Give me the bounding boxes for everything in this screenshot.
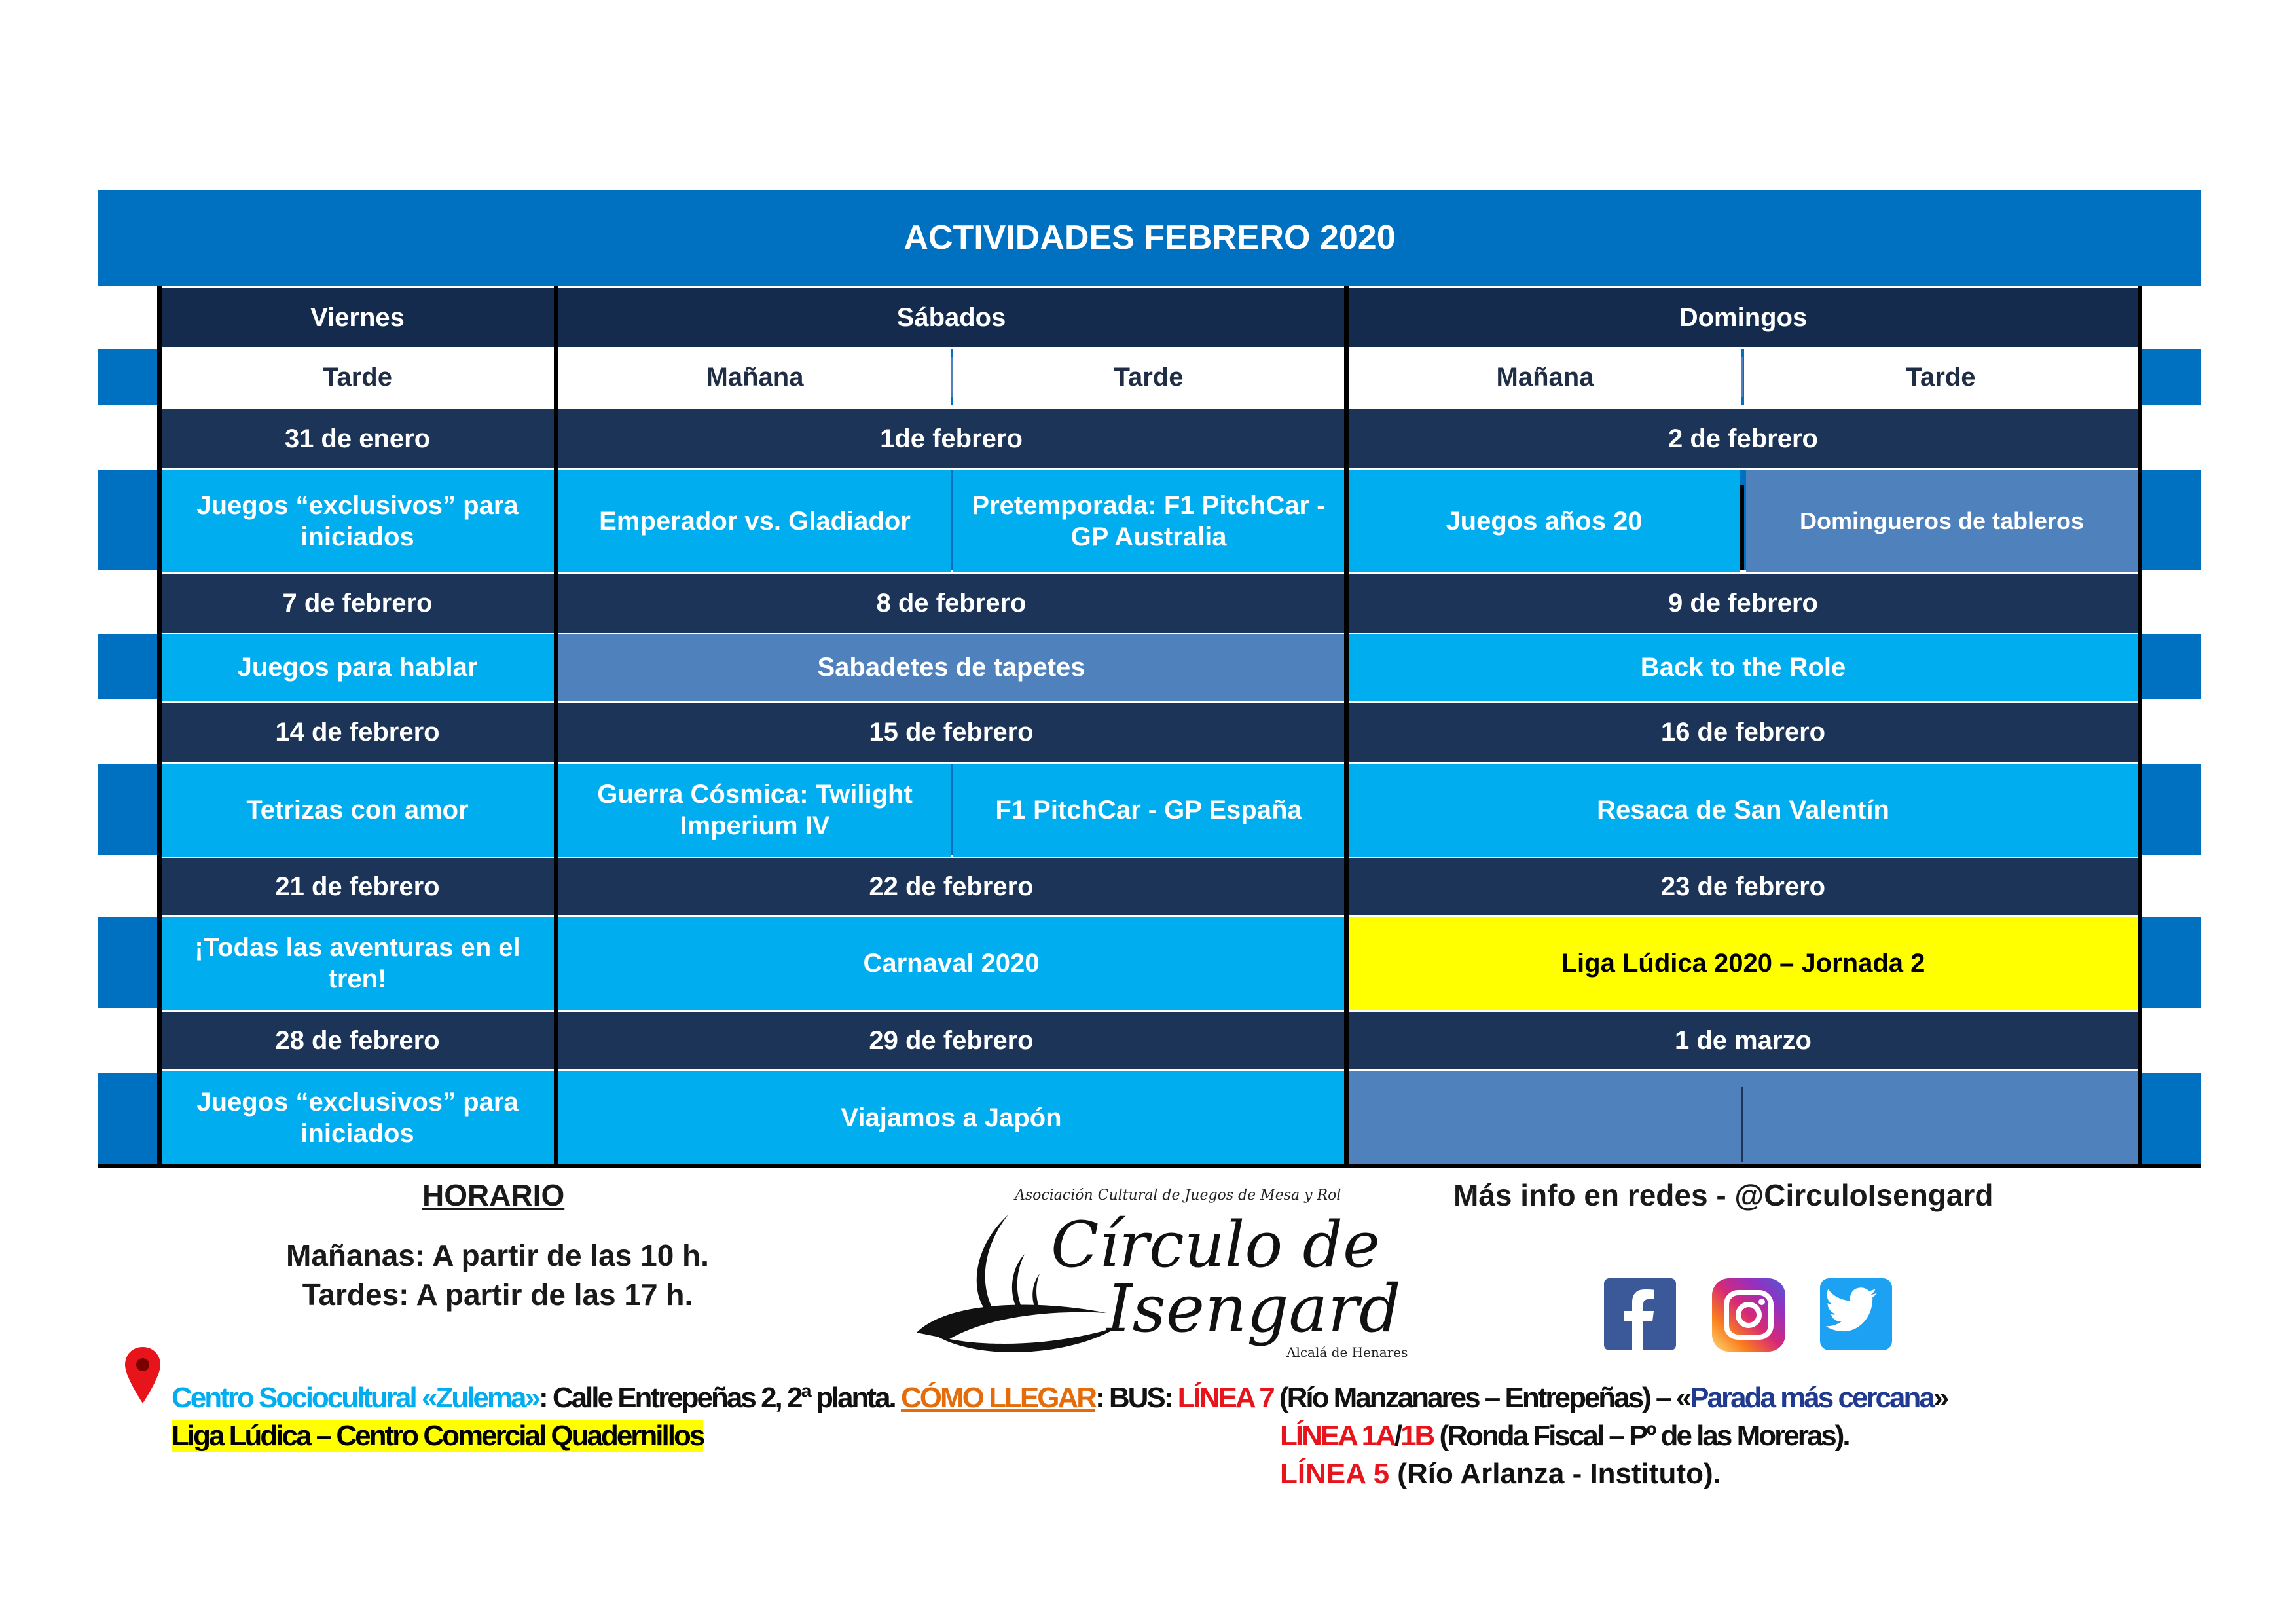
horario-title: HORARIO — [422, 1178, 565, 1212]
event-cell: Juegos para hablar — [161, 634, 554, 701]
date-cell: 7 de febrero — [161, 574, 554, 633]
column-divider — [554, 286, 558, 1166]
bus-line-7-route: (Río Manzanares – Entrepeñas) – « — [1273, 1382, 1690, 1414]
como-llegar-link[interactable]: CÓMO LLEGAR — [901, 1382, 1095, 1414]
date-cell: 28 de febrero — [161, 1012, 554, 1069]
horario-hours — [262, 1236, 733, 1315]
facebook-icon[interactable] — [1604, 1278, 1676, 1350]
social-info: Más info en redes - @CirculoIsengard — [1453, 1178, 1994, 1212]
event-cell: Domingueros de tableros — [1746, 470, 2138, 572]
club-logo — [910, 1182, 1421, 1365]
header-viernes: Viernes — [161, 288, 554, 347]
column-divider — [1344, 286, 1349, 1166]
date-cell: 2 de febrero — [1349, 409, 2138, 468]
event-cell: Carnaval 2020 — [558, 917, 1344, 1010]
logo-line2: Isengard — [1106, 1270, 1401, 1347]
street-text: : Calle Entrepeñas 2, 2ª planta. — [538, 1382, 901, 1414]
period-divider — [1741, 357, 1743, 397]
bus-line-5-route: (Río Arlanza - Instituto). — [1389, 1458, 1721, 1490]
venue-name: Centro Sociocultural «Zulema» — [172, 1382, 539, 1414]
date-cell: 29 de febrero — [558, 1012, 1344, 1069]
bus-line-1b: 1B — [1400, 1420, 1434, 1452]
date-cell: 1de febrero — [558, 409, 1344, 468]
date-cell: 1 de marzo — [1349, 1012, 2138, 1069]
event-cell: Back to the Role — [1349, 634, 2138, 701]
bus-line-7: LÍNEA 7 — [1177, 1382, 1273, 1414]
date-cell: 9 de febrero — [1349, 574, 2138, 633]
header-domingos: Domingos — [1349, 288, 2138, 347]
bus-line-1a: LÍNEA 1A — [1280, 1420, 1394, 1452]
address-line-1 — [172, 1382, 1947, 1414]
period-sabado-manana: Mañana — [558, 347, 951, 407]
event-cell: Sabadetes de tapetes — [558, 634, 1344, 701]
twitter-icon[interactable] — [1820, 1278, 1892, 1350]
event-cell-highlight: Liga Lúdica 2020 – Jornada 2 — [1349, 917, 2138, 1010]
period-domingo-tarde: Tarde — [1744, 347, 2138, 407]
period-domingo-manana: Mañana — [1349, 347, 1741, 407]
table-border — [157, 286, 162, 1166]
nearest-stop-link[interactable]: Parada más cercana — [1690, 1382, 1933, 1414]
period-divider — [951, 357, 953, 397]
event-cell: Juegos “exclusivos” para iniciados — [161, 470, 554, 572]
logo-line1: Círculo de — [1051, 1208, 1380, 1282]
close-quote: » — [1933, 1382, 1948, 1414]
date-cell: 31 de enero — [161, 409, 554, 468]
event-cell: Juegos años 20 — [1349, 470, 1740, 572]
slash: / — [1394, 1420, 1401, 1452]
event-cell: Resaca de San Valentín — [1349, 764, 2138, 857]
liga-venue: Liga Lúdica – Centro Comercial Quadernillos — [172, 1420, 704, 1452]
event-cell-empty — [1349, 1071, 2138, 1164]
bus-line-1-route: (Ronda Fiscal – Pº de las Moreras). — [1433, 1420, 1849, 1452]
period-sabado-tarde: Tarde — [953, 347, 1344, 407]
bus-label: : BUS: — [1095, 1382, 1178, 1414]
logo-subtitle: Alcalá de Henares — [1286, 1344, 1408, 1360]
cell-divider — [1741, 1087, 1743, 1162]
horario-tardes: Tardes: A partir de las 17 h. — [302, 1277, 693, 1312]
cell-divider — [1740, 485, 1744, 570]
event-cell: Emperador vs. Gladiador — [558, 470, 951, 572]
date-cell: 16 de febrero — [1349, 703, 2138, 762]
header-sabados: Sábados — [558, 288, 1344, 347]
location-pin-icon — [123, 1346, 162, 1405]
page-title: ACTIVIDADES FEBRERO 2020 — [98, 190, 2201, 286]
event-cell: Pretemporada: F1 PitchCar - GP Australia — [953, 470, 1344, 572]
horario-mananas: Mañanas: A partir de las 10 h. — [286, 1238, 709, 1272]
event-cell: Viajamos a Japón — [558, 1071, 1344, 1164]
date-cell: 8 de febrero — [558, 574, 1344, 633]
event-cell: Juegos “exclusivos” para iniciados — [161, 1071, 554, 1164]
event-cell: Guerra Cósmica: Twilight Imperium IV — [558, 764, 951, 857]
table-bottom-border — [98, 1164, 2201, 1168]
event-cell: F1 PitchCar - GP España — [953, 764, 1344, 857]
period-viernes-tarde: Tarde — [161, 347, 554, 407]
date-cell: 23 de febrero — [1349, 858, 2138, 915]
logo-tagline: Asociación Cultural de Juegos de Mesa y Rol — [1015, 1187, 1341, 1204]
date-cell: 15 de febrero — [558, 703, 1344, 762]
address-line-3 — [1280, 1458, 1721, 1490]
date-cell: 22 de febrero — [558, 858, 1344, 915]
date-cell: 21 de febrero — [161, 858, 554, 915]
table-border — [2138, 286, 2142, 1166]
event-cell: ¡Todas las aventuras en el tren! — [161, 917, 554, 1010]
address-line-2 — [1280, 1420, 1849, 1452]
bus-line-5: LÍNEA 5 — [1280, 1458, 1390, 1490]
date-cell: 14 de febrero — [161, 703, 554, 762]
instagram-icon[interactable] — [1712, 1278, 1785, 1352]
event-cell: Tetrizas con amor — [161, 764, 554, 857]
